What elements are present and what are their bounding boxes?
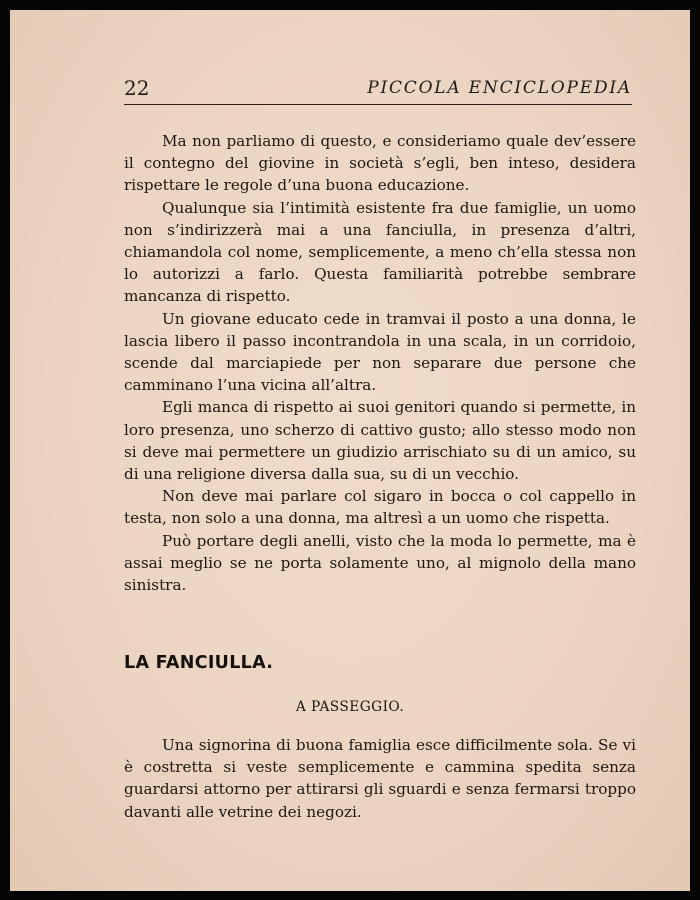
page-header [124, 76, 632, 105]
book-page [10, 10, 690, 891]
page-number: 22 [124, 76, 150, 100]
section-heading: LA FANCIULLA. [124, 653, 274, 673]
section-subheading: A PASSEGGIO. [295, 699, 405, 715]
paragraph: Egli manca di rispetto ai suoi genitori quando si permette, in loro presenza, uno scherzo di cattivo gusto; allo stesso modo non si deve mai permettere un giudizio arrischiato su di un amico, su di una religione diversa dalla sua, su di un vecchio. [124, 398, 636, 484]
paragraph: Ma non parliamo di questo, e consideriamo quale dev’essere il contegno del giovine in società s’egli, ben inteso, desidera rispettare le regole d’una buona educazione. [124, 132, 636, 195]
paragraph: Può portare degli anelli, visto che la moda lo permette, ma è assai meglio se ne porta solamente uno, al mignolo della mano sinistra. [124, 531, 636, 595]
running-title: PICCOLA ENCICLOPEDIA [367, 78, 632, 98]
body-text [124, 130, 636, 596]
section-body-text [124, 734, 636, 823]
paragraph: Non deve mai parlare col sigaro in bocca o col cappello in testa, non solo a una donna, ma altresì a un uomo che rispetta. [124, 487, 636, 528]
paragraph: Un giovane educato cede in tramvai il posto a una donna, le lascia libero il passo incontrandola in una scala, in un corridoio, scende dal marciapiede per non separare due persone che camminano l’una vicina all’altra. [124, 309, 636, 395]
paragraph: Una signorina di buona famiglia esce difficilmente sola. Se vi è costretta si veste semplicemente e cammina spedita senza guardarsi attorno per attirarsi gli sguardi e senza fermarsi troppo davanti alle vetrine dei negozi. [124, 736, 636, 821]
paragraph: Qualunque sia l’intimità esistente fra due famiglie, un uomo non s’indirizzerà mai a una fanciulla, in presenza d’altri, chiamandola col nome, semplicemente, a meno ch’ella stessa non lo autorizzi a farlo. Questa familiarità potrebbe sembrare mancanza di rispetto. [124, 198, 636, 306]
